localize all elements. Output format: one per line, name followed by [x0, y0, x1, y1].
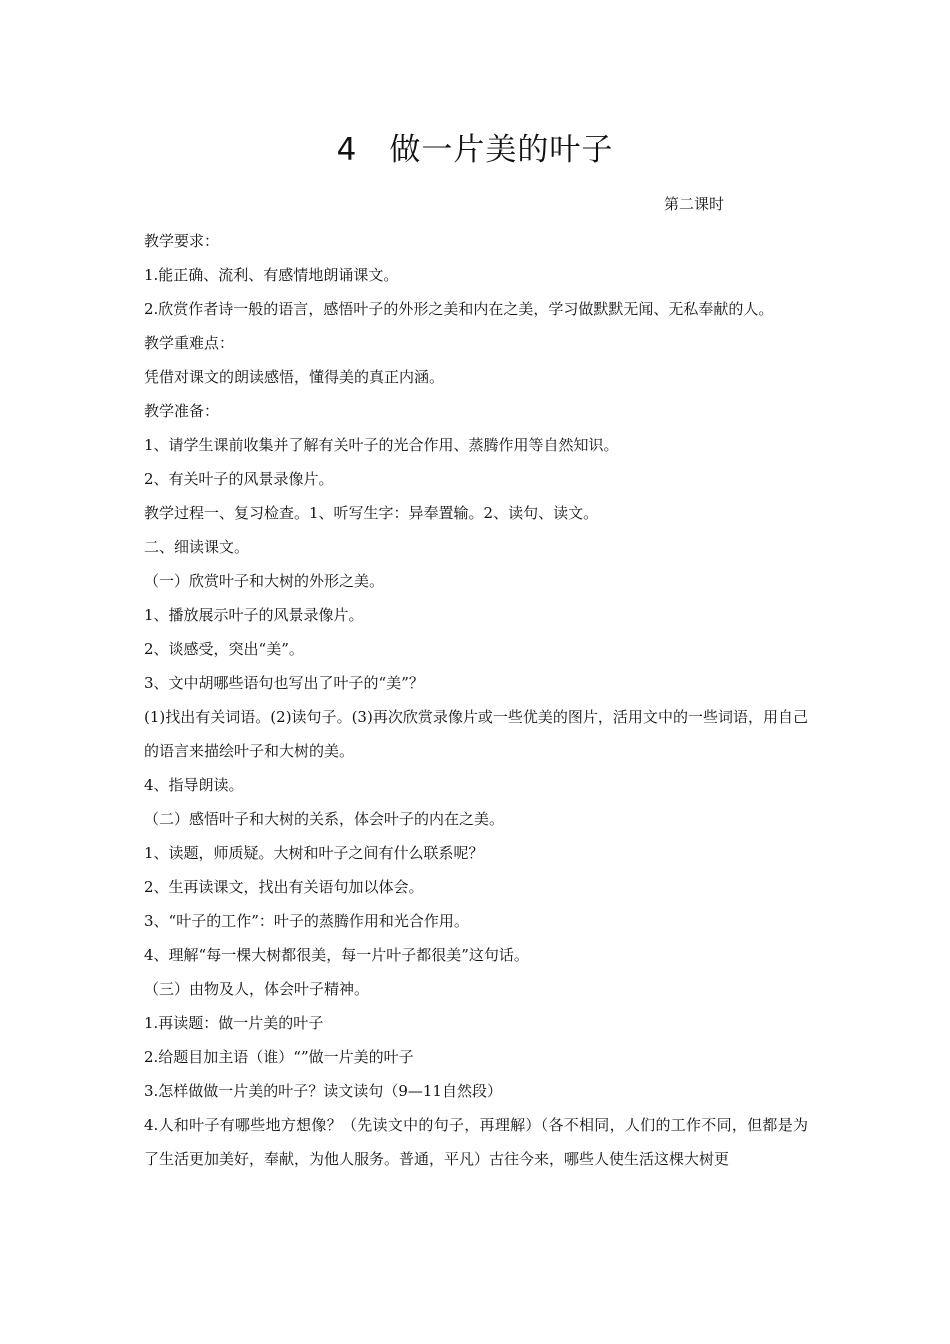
- paragraph: 1、播放展示叶子的风景录像片。: [144, 606, 364, 624]
- paragraph: 凭借对课文的朗读感悟，懂得美的真正内涵。: [144, 368, 445, 386]
- heading-key-points: 教学重难点：: [144, 334, 235, 352]
- paragraph: 3、“叶子的工作”：叶子的蒸腾作用和光合作用。: [144, 912, 469, 930]
- document-body: [144, 224, 808, 1176]
- page-title: 4 做一片美的叶子: [336, 132, 614, 168]
- paragraph: 1、读题，师质疑。大树和叶子之间有什么联系呢？: [144, 844, 484, 862]
- paragraph: 4.人和叶子有哪些地方想像？（先读文中的句子，再理解）（各不相同，人们的工作不同，但都是为了生活更加美好，奉献，为他人服务。普通，平凡）古往今来，哪些人使生活这棵大树更: [144, 1116, 808, 1168]
- paragraph: (1)找出有关词语。(2)读句子。(3)再次欣赏录像片或一些优美的图片，活用文中的一些词语，用自己的语言来描绘叶子和大树的美。: [144, 708, 808, 760]
- paragraph: 1.再读题：做一片美的叶子: [144, 1014, 324, 1032]
- heading-teaching-requirements: 教学要求：: [144, 232, 220, 250]
- paragraph: 4、理解“每一棵大树都很美，每一片叶子都很美”这句话。: [144, 946, 529, 964]
- subsection-heading: （一）欣赏叶子和大树的外形之美。: [144, 572, 385, 590]
- paragraph: 2、有关叶子的风景录像片。: [144, 470, 334, 488]
- lesson-period: 第二课时: [664, 195, 725, 213]
- subsection-heading: （二）感悟叶子和大树的关系，体会叶子的内在之美。: [144, 810, 505, 828]
- paragraph: 2.欣赏作者诗一般的语言，感悟叶子的外形之美和内在之美，学习做默默无闻、无私奉献的人。: [144, 300, 774, 318]
- paragraph: 教学过程一、复习检查。1、听写生字：异奉置输。2、读句、读文。: [144, 504, 599, 522]
- paragraph: 2.给题目加主语（谁）“”做一片美的叶子: [144, 1048, 414, 1066]
- heading-preparation: 教学准备：: [144, 402, 220, 420]
- section-heading: 二、细读课文。: [144, 538, 250, 556]
- paragraph: 3、文中胡哪些语句也写出了叶子的“美”？: [144, 674, 424, 692]
- paragraph: 3.怎样做做一片美的叶子？读文读句（9—11自然段）: [144, 1082, 502, 1100]
- paragraph: 2、谈感受，突出“美”。: [144, 640, 304, 658]
- paragraph: 2、生再读课文，找出有关语句加以体会。: [144, 878, 424, 896]
- paragraph: 1.能正确、流利、有感情地朗诵课文。: [144, 266, 399, 284]
- paragraph: 4、指导朗读。: [144, 776, 244, 794]
- subsection-heading: （三）由物及人，体会叶子精神。: [144, 980, 370, 998]
- paragraph: 1、请学生课前收集并了解有关叶子的光合作用、蒸腾作用等自然知识。: [144, 436, 619, 454]
